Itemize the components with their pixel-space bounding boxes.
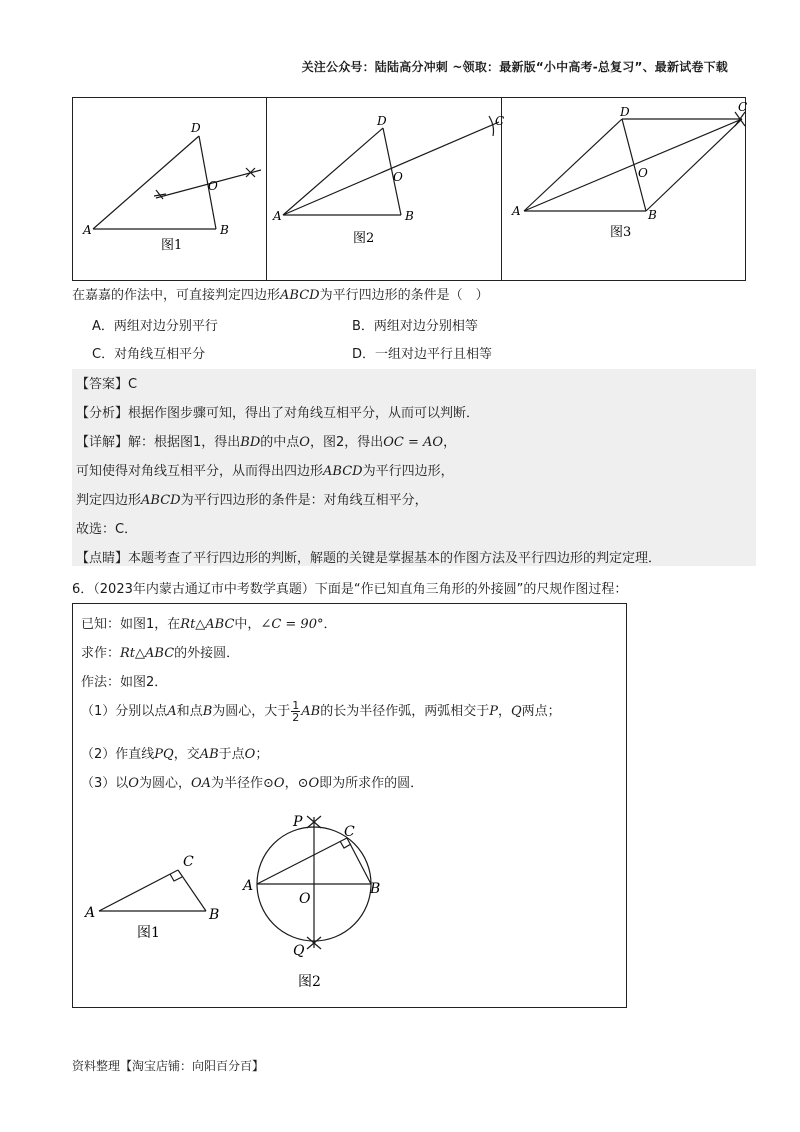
- text: （3）以: [81, 776, 129, 791]
- math: B: [202, 704, 213, 719]
- label-c: C: [495, 114, 505, 128]
- detail-label: 【详解】: [76, 435, 129, 450]
- detail-math-oc-ao: OC = AO: [383, 435, 444, 450]
- text: 即为所求作的圆．: [319, 776, 424, 791]
- text: 中，: [234, 617, 261, 632]
- fig2-label-b: B: [370, 881, 381, 897]
- answer-label: 【答案】: [76, 377, 129, 392]
- fig2-label-a: A: [243, 878, 254, 894]
- math: PQ: [154, 747, 174, 762]
- text: 的长为半径作弧，两弧相交于: [320, 704, 490, 719]
- detail-math-bd: BD: [240, 435, 261, 450]
- text: （1）分别以点: [81, 704, 168, 719]
- figure-2-panel: [267, 98, 505, 280]
- analysis-row: [76, 402, 479, 421]
- fig2-label-p: P: [293, 814, 303, 830]
- math-rt-abc: Rt△ABC: [120, 646, 175, 661]
- text: 为圆心，: [138, 776, 191, 791]
- answer-value: C: [128, 377, 138, 392]
- edge-cb: [178, 870, 206, 911]
- detail-text: 为平行四边形，: [362, 464, 454, 479]
- q5-choice-a[interactable]: A．两组对边分别平行: [92, 319, 218, 334]
- fraction-denominator: 2: [292, 711, 300, 724]
- math: O: [128, 776, 139, 791]
- fig2-caption: 图2: [298, 974, 321, 990]
- edge-ad: [524, 119, 622, 211]
- label-d: D: [377, 114, 387, 128]
- answer-section: [72, 369, 756, 566]
- diagonal-ac: [283, 122, 499, 215]
- figure-1-caption: 图1: [161, 238, 183, 253]
- fig1-label-a: A: [85, 905, 96, 921]
- math: ⊙O: [297, 776, 320, 791]
- label-b: B: [405, 209, 414, 223]
- math: P: [489, 704, 498, 719]
- text: 和点: [176, 704, 203, 719]
- math-rt-abc: Rt△ABC: [180, 617, 235, 632]
- edge-ac: [99, 870, 178, 911]
- fig2-label-o: O: [299, 891, 311, 907]
- label-c: C: [738, 100, 748, 114]
- text: 为半径作: [211, 776, 264, 791]
- comment-row: [76, 547, 661, 566]
- label-o: O: [638, 166, 648, 180]
- text: 于点: [218, 747, 245, 762]
- text: ；: [255, 747, 269, 762]
- detail-math-o: O: [299, 435, 310, 450]
- analysis-label: 【分析】: [76, 406, 129, 421]
- detail-text: 的中点: [260, 435, 300, 450]
- q6-number: 6．: [72, 582, 94, 597]
- label-a: A: [273, 209, 282, 223]
- detail-text: 可知使得对角线互相平分，从而得出四边形: [76, 464, 324, 479]
- q6-construction-box: [72, 603, 627, 1008]
- fig1-label-c: C: [183, 854, 194, 870]
- text: （2）作直线: [81, 747, 155, 762]
- math: ⊙O: [263, 776, 285, 791]
- q5-choice-b[interactable]: B．两组对边分别相等: [352, 319, 478, 334]
- comment-text: 本题考查了平行四边形的判断，解题的关键是掌握基本的作图方法及平行四边形的判定定理．: [128, 551, 662, 566]
- text: 已知：如图1，在: [81, 617, 181, 632]
- edge-bc: [646, 119, 742, 211]
- label-a: A: [83, 223, 92, 237]
- detail-text: 为平行四边形的条件是：对角线互相平分，: [180, 493, 428, 508]
- q6-method: 作法：如图2．: [81, 675, 168, 690]
- fraction-numerator: 1: [292, 699, 300, 712]
- q5-stem-abcd: ABCD: [280, 288, 320, 303]
- detail-text: ，: [443, 435, 457, 450]
- figure-1-diagram: [73, 98, 266, 280]
- detail-text: 解：根据图1，得出: [128, 435, 241, 450]
- figure-2-caption: 图2: [353, 231, 375, 246]
- diagonal-bd: [622, 119, 646, 211]
- right-angle-mark: [170, 874, 182, 881]
- detail-text: ，图2，得出: [309, 435, 384, 450]
- figure-row-top: [72, 97, 746, 281]
- figure-2-diagram: [267, 98, 505, 280]
- text: ，: [284, 776, 298, 791]
- edge-ad: [93, 136, 199, 229]
- detail-math-abcd: ABCD: [323, 464, 363, 479]
- q5-choice-c[interactable]: C．对角线互相平分: [92, 347, 206, 362]
- text: ，: [497, 704, 511, 719]
- q6-stem: [72, 578, 627, 597]
- q5-stem-suffix: 为平行四边形的条件是（ ）: [319, 288, 489, 303]
- fig1-label-b: B: [209, 907, 220, 923]
- math: A: [167, 704, 177, 719]
- text: 的外接圆．: [174, 646, 240, 661]
- text: 为圆心，大于: [212, 704, 291, 719]
- q5-stem-prefix: 在嘉嘉的作法中，可直接判定四边形: [72, 288, 281, 303]
- math: O: [244, 747, 256, 762]
- label-b: B: [220, 223, 229, 237]
- detail-text: 判定四边形: [76, 493, 142, 508]
- text: 求作：: [81, 646, 121, 661]
- figure-3-panel: [502, 98, 748, 280]
- q6-stem-text: （2023年内蒙古通辽市中考数学真题）下面是“作已知直角三角形的外接圆”的尺规作图过程：: [93, 582, 628, 597]
- label-d: D: [191, 121, 201, 135]
- analysis-text: 根据作图步骤可知，得出了对角线互相平分，从而可以判断．: [128, 406, 480, 421]
- page-footer: 资料整理【淘宝店铺：向阳百分百】: [72, 1059, 265, 1073]
- q6-figures: [73, 604, 626, 1007]
- text: ，交: [173, 747, 200, 762]
- label-a: A: [512, 204, 521, 218]
- detail-row-4: 故选：C．: [76, 522, 138, 537]
- math: Q: [511, 704, 522, 719]
- fig1-caption: 图1: [137, 925, 160, 941]
- answer-row: [76, 373, 137, 392]
- figure-3-caption: 图3: [610, 225, 632, 240]
- label-d: D: [620, 105, 630, 119]
- label-o: O: [393, 170, 403, 184]
- q5-choice-d[interactable]: D．一组对边平行且相等: [352, 347, 493, 362]
- fig2-label-c: C: [344, 824, 355, 840]
- math: AB: [199, 747, 219, 762]
- page-header: 关注公众号：陆陆高分冲刺 ~领取：最新版“小中高考-总复习”、最新试卷下载: [301, 60, 728, 74]
- figure-1-panel: [73, 98, 267, 280]
- fig2-label-q: Q: [293, 943, 305, 959]
- detail-row-3: [76, 489, 428, 508]
- label-b: B: [648, 208, 657, 222]
- text: ．: [323, 617, 337, 632]
- math: AB: [301, 704, 321, 719]
- q5-stem: [72, 284, 489, 303]
- math-angle-c: ∠C = 90°: [260, 617, 324, 632]
- figure-3-diagram: [502, 98, 748, 280]
- q6-figure-1: [99, 870, 206, 911]
- edge-ad: [283, 128, 383, 215]
- comment-label: 【点睛】: [76, 551, 129, 566]
- detail-math-abcd: ABCD: [141, 493, 181, 508]
- text: 两点；: [521, 704, 561, 719]
- label-o: O: [208, 179, 218, 193]
- diagonal-ac: [524, 119, 742, 211]
- detail-row-2: [76, 460, 454, 479]
- math: OA: [190, 776, 212, 791]
- edge-ac: [257, 838, 347, 884]
- detail-row-1: [76, 431, 456, 450]
